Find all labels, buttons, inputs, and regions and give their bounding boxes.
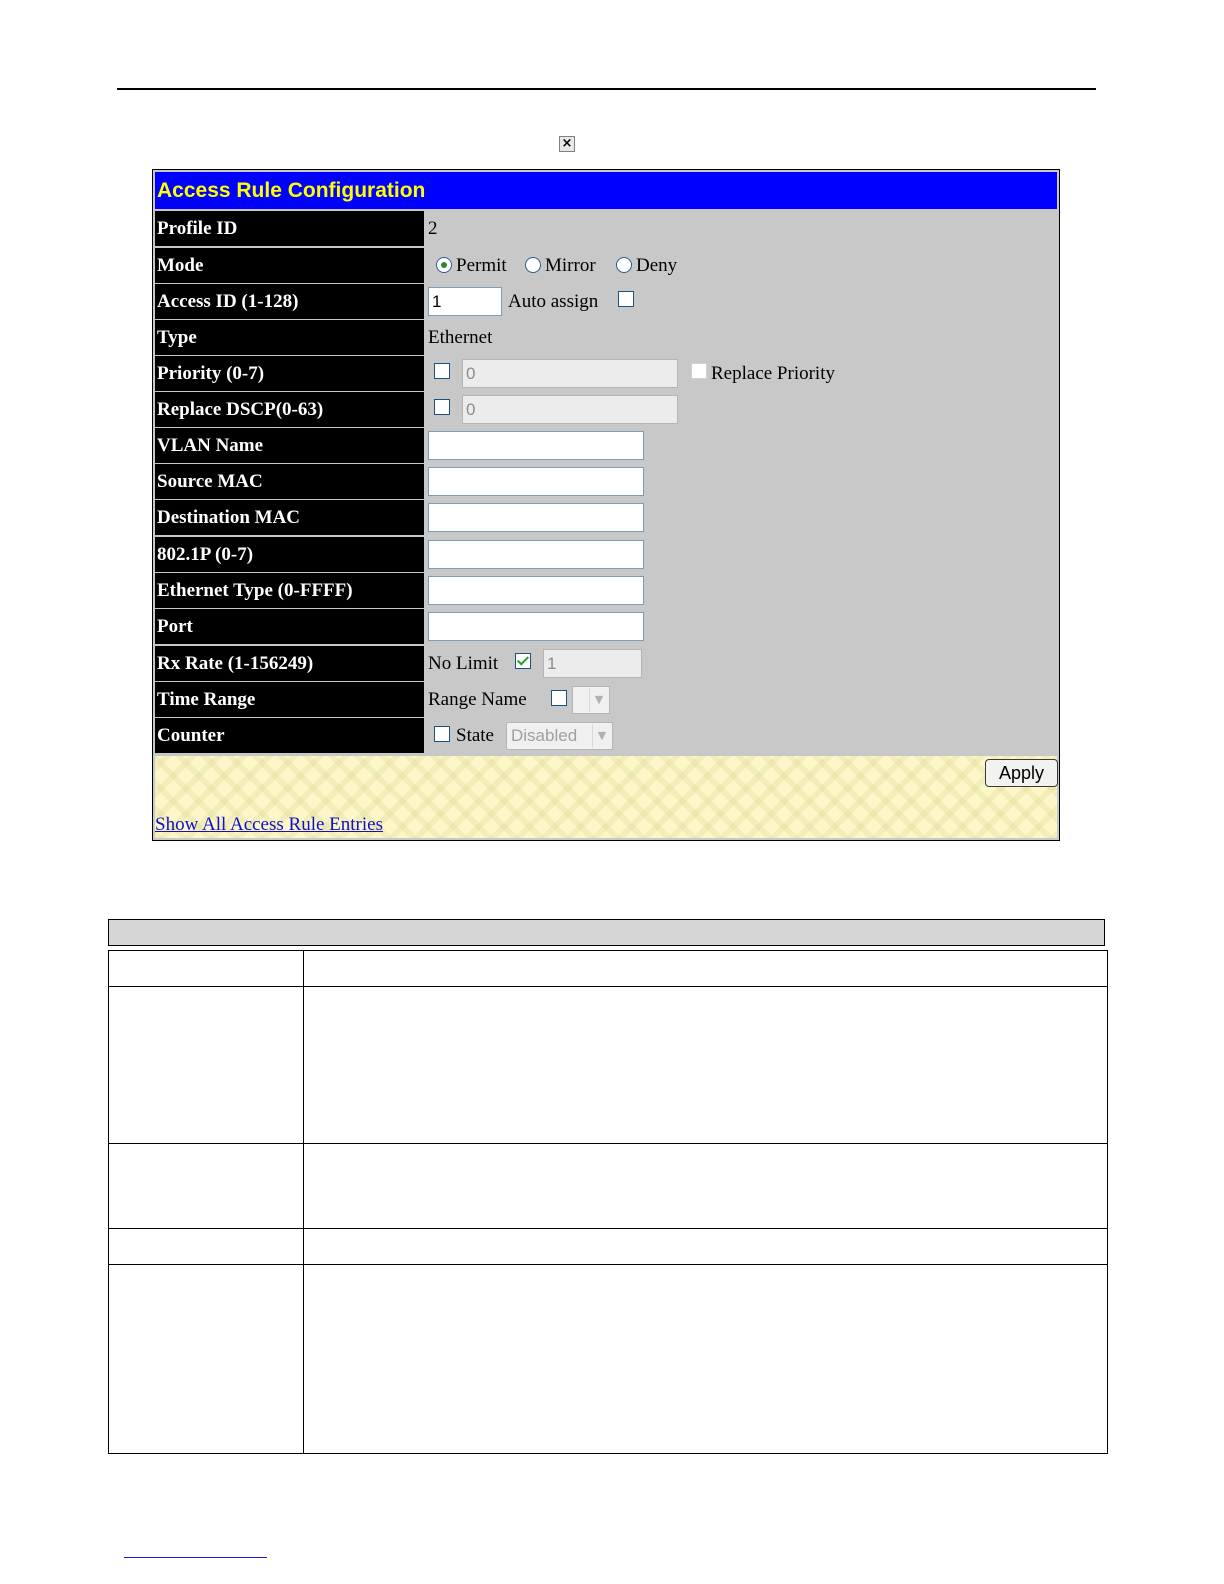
page-top-rule bbox=[117, 88, 1096, 90]
row-value bbox=[426, 646, 1057, 681]
row-ethernet-type bbox=[155, 573, 1057, 608]
page-bottom-rule bbox=[124, 1557, 267, 1558]
row-profile-id bbox=[155, 211, 1057, 246]
row-counter bbox=[155, 718, 1057, 753]
row-value bbox=[426, 573, 1057, 608]
window-title: Access Rule Configuration bbox=[155, 172, 1057, 209]
chevron-down-icon: ▼ bbox=[592, 724, 611, 748]
access-id-input[interactable]: 1 bbox=[428, 287, 502, 316]
row-label: Source MAC bbox=[155, 464, 424, 499]
row-label: 802.1P (0-7) bbox=[155, 537, 424, 572]
row-label: Replace DSCP(0-63) bbox=[155, 392, 424, 427]
range-name-label: Range Name bbox=[428, 689, 527, 710]
row-value bbox=[426, 392, 1057, 427]
row-value bbox=[426, 500, 1057, 535]
mode-mirror-label: Mirror bbox=[545, 255, 596, 276]
counter-state-checkbox[interactable] bbox=[434, 726, 450, 742]
row-type bbox=[155, 320, 1057, 355]
row-value bbox=[426, 718, 1057, 753]
row-label: Time Range bbox=[155, 682, 424, 717]
table-row-divider bbox=[109, 1228, 1107, 1229]
row-port bbox=[155, 609, 1057, 644]
row-time-range bbox=[155, 682, 1057, 717]
mode-permit-label: Permit bbox=[456, 255, 507, 276]
row-label: Priority (0-7) bbox=[155, 356, 424, 391]
row-label: Access ID (1-128) bbox=[155, 284, 424, 319]
dot1p-input[interactable] bbox=[428, 540, 644, 569]
no-limit-checkbox[interactable] bbox=[515, 653, 531, 669]
row-replace-dscp bbox=[155, 392, 1057, 427]
row-label: VLAN Name bbox=[155, 428, 424, 463]
row-label: Rx Rate (1-156249) bbox=[155, 646, 424, 681]
port-input[interactable] bbox=[428, 612, 644, 641]
table-row-divider bbox=[109, 1264, 1107, 1265]
row-priority bbox=[155, 356, 1057, 391]
access-rule-window bbox=[152, 169, 1060, 841]
profile-id-value: 2 bbox=[428, 218, 438, 239]
table-row-divider bbox=[109, 1143, 1107, 1144]
description-table bbox=[108, 950, 1108, 1454]
counter-state-select[interactable] bbox=[506, 722, 613, 750]
row-access-id bbox=[155, 284, 1057, 319]
row-label: Port bbox=[155, 609, 424, 644]
replace-dscp-input[interactable]: 0 bbox=[462, 395, 678, 424]
chevron-down-icon: ▼ bbox=[589, 688, 608, 712]
row-label: Mode bbox=[155, 248, 424, 283]
no-limit-label: No Limit bbox=[428, 653, 499, 674]
row-value bbox=[426, 537, 1057, 572]
row-source-mac bbox=[155, 464, 1057, 499]
replace-priority-label: Replace Priority bbox=[711, 363, 835, 384]
row-value bbox=[426, 428, 1057, 463]
row-dot1p bbox=[155, 537, 1057, 572]
mode-deny-label: Deny bbox=[636, 255, 678, 276]
range-name-checkbox[interactable] bbox=[551, 690, 567, 706]
priority-checkbox[interactable] bbox=[434, 363, 450, 379]
destination-mac-input[interactable] bbox=[428, 503, 644, 532]
range-name-select[interactable] bbox=[572, 686, 610, 714]
row-value bbox=[426, 248, 1057, 283]
row-rx-rate bbox=[155, 646, 1057, 681]
ethernet-type-input[interactable] bbox=[428, 576, 644, 605]
auto-assign-checkbox[interactable] bbox=[618, 291, 634, 307]
row-label: Ethernet Type (0-FFFF) bbox=[155, 573, 424, 608]
row-value bbox=[426, 682, 1057, 717]
show-all-access-rule-entries-link[interactable]: Show All Access Rule Entries bbox=[155, 814, 383, 835]
counter-state-selected: Disabled bbox=[511, 726, 578, 745]
row-value bbox=[426, 284, 1057, 319]
window-footer bbox=[155, 756, 1057, 838]
row-value bbox=[426, 320, 1057, 355]
rx-rate-input[interactable]: 1 bbox=[543, 649, 642, 678]
row-value bbox=[426, 211, 1057, 246]
apply-button[interactable]: Apply bbox=[985, 759, 1058, 787]
vlan-name-input[interactable] bbox=[428, 431, 644, 460]
type-value: Ethernet bbox=[428, 327, 493, 348]
row-mode bbox=[155, 248, 1057, 283]
replace-priority-checkbox[interactable] bbox=[691, 363, 707, 379]
row-value bbox=[426, 356, 1057, 391]
row-label: Counter bbox=[155, 718, 424, 753]
row-value bbox=[426, 464, 1057, 499]
row-vlan-name bbox=[155, 428, 1057, 463]
row-destination-mac bbox=[155, 500, 1057, 535]
mode-deny-radio[interactable] bbox=[616, 257, 632, 273]
counter-state-label: State bbox=[456, 725, 494, 746]
auto-assign-label: Auto assign bbox=[508, 291, 599, 312]
replace-dscp-checkbox[interactable] bbox=[434, 399, 450, 415]
source-mac-input[interactable] bbox=[428, 467, 644, 496]
table-row-divider bbox=[109, 986, 1107, 987]
mode-permit-radio[interactable] bbox=[436, 257, 452, 273]
table-column-divider bbox=[303, 951, 304, 1453]
mode-mirror-radio[interactable] bbox=[525, 257, 541, 273]
close-icon[interactable]: × bbox=[559, 136, 575, 152]
priority-input[interactable]: 0 bbox=[462, 359, 678, 388]
row-label: Destination MAC bbox=[155, 500, 424, 535]
description-table-header bbox=[108, 919, 1105, 946]
row-label: Type bbox=[155, 320, 424, 355]
row-value bbox=[426, 609, 1057, 644]
row-label: Profile ID bbox=[155, 211, 424, 246]
